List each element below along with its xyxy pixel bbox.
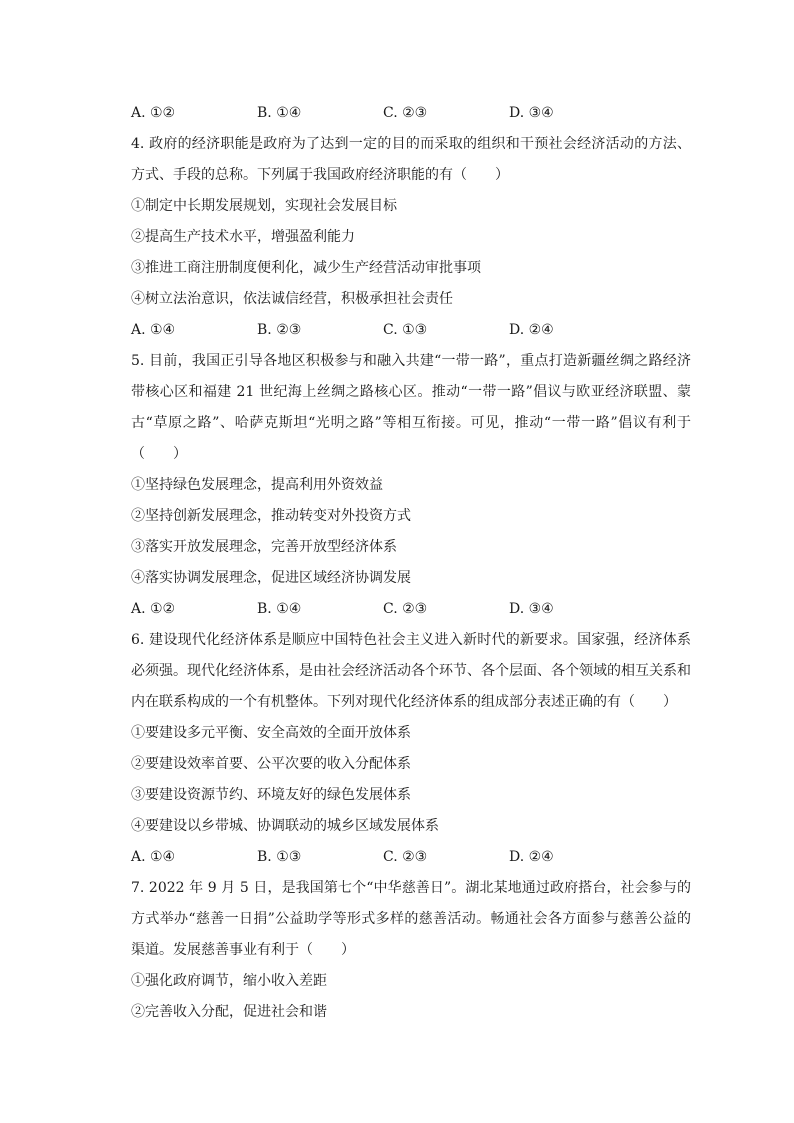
q5-options	[131, 594, 691, 625]
q6-options	[131, 842, 691, 873]
q6-stem: 6. 建设现代化经济体系是顺应中国特色社会主义进入新时代的新要求。国家强，经济体系必须强。现代化经济体系，是由社会经济活动各个环节、各个层面、各个领域的相互关系和内在联系构成的一个有机整体。下列对现代化经济体系的组成部分表述正确的有（ ）	[131, 632, 691, 710]
q7-item-1: ①强化政府调节，缩小收入差距	[131, 973, 327, 989]
q4-item-4: ④树立法治意识，依法诚信经营，积极承担社会责任	[131, 291, 453, 307]
q5-item-3: ③落实开放发展理念，完善开放型经济体系	[131, 539, 397, 555]
q6-option-c[interactable]: C. ②③	[383, 849, 428, 865]
q5-option-a[interactable]: A. ①②	[131, 601, 176, 617]
q4-options	[131, 315, 691, 346]
q5-option-b[interactable]: B. ①④	[257, 601, 302, 617]
q4-item-2: ②提高生产技术水平，增强盈利能力	[131, 229, 355, 245]
q4-option-b[interactable]: B. ②③	[257, 322, 302, 338]
q5-option-d[interactable]: D. ③④	[509, 601, 554, 617]
q7-item-2: ②完善收入分配，促进社会和谐	[131, 1004, 327, 1020]
q3-option-b[interactable]: B. ①④	[257, 105, 302, 121]
q4-option-c[interactable]: C. ①③	[383, 322, 428, 338]
q3-option-a[interactable]: A. ①②	[131, 105, 176, 121]
q5-item-4: ④落实协调发展理念，促进区域经济协调发展	[131, 570, 411, 586]
q4-item-1: ①制定中长期发展规划，实现社会发展目标	[131, 198, 397, 214]
q6-option-a[interactable]: A. ①④	[131, 849, 176, 865]
q6-option-b[interactable]: B. ①③	[257, 849, 302, 865]
q4-option-d[interactable]: D. ②④	[509, 322, 554, 338]
q4-item-3: ③推进工商注册制度便利化，减少生产经营活动审批事项	[131, 260, 481, 276]
exam-page	[131, 98, 691, 1028]
q5-stem: 5. 目前，我国正引导各地区积极参与和融入共建“一带一路”，重点打造新疆丝绸之路经济带核心区和福建 21 世纪海上丝绸之路核心区。推动“一带一路”倡议与欧亚经济联盟、蒙古“草原之路”、哈萨克斯坦“光明之路”等相互衔接。可见，推动“一带一路”倡议有利于（ ）	[131, 353, 691, 462]
q6-item-4: ④要建设以乡带城、协调联动的城乡区域发展体系	[131, 818, 439, 834]
q5-option-c[interactable]: C. ②③	[383, 601, 428, 617]
q5-item-2: ②坚持创新发展理念，推动转变对外投资方式	[131, 508, 411, 524]
q7-stem: 7. 2022 年 9 月 5 日，是我国第七个“中华慈善日”。湖北某地通过政府搭台，社会参与的方式举办“慈善一日捐”公益助学等形式多样的慈善活动。畅通社会各方面参与慈善公益的渠道。发展慈善事业有利于（ ）	[131, 880, 691, 958]
q3-option-d[interactable]: D. ③④	[509, 105, 554, 121]
q5-item-1: ①坚持绿色发展理念，提高利用外资效益	[131, 477, 383, 493]
q6-item-1: ①要建设多元平衡、安全高效的全面开放体系	[131, 725, 411, 741]
q6-item-3: ③要建设资源节约、环境友好的绿色发展体系	[131, 787, 411, 803]
q3-option-c[interactable]: C. ②③	[383, 105, 428, 121]
q6-option-d[interactable]: D. ②④	[509, 849, 554, 865]
q3-options	[131, 98, 691, 129]
q4-option-a[interactable]: A. ①④	[131, 322, 176, 338]
q6-item-2: ②要建设效率首要、公平次要的收入分配体系	[131, 756, 411, 772]
q4-stem: 4. 政府的经济职能是政府为了达到一定的目的而采取的组织和干预社会经济活动的方法、方式、手段的总称。下列属于我国政府经济职能的有（ ）	[131, 136, 691, 183]
